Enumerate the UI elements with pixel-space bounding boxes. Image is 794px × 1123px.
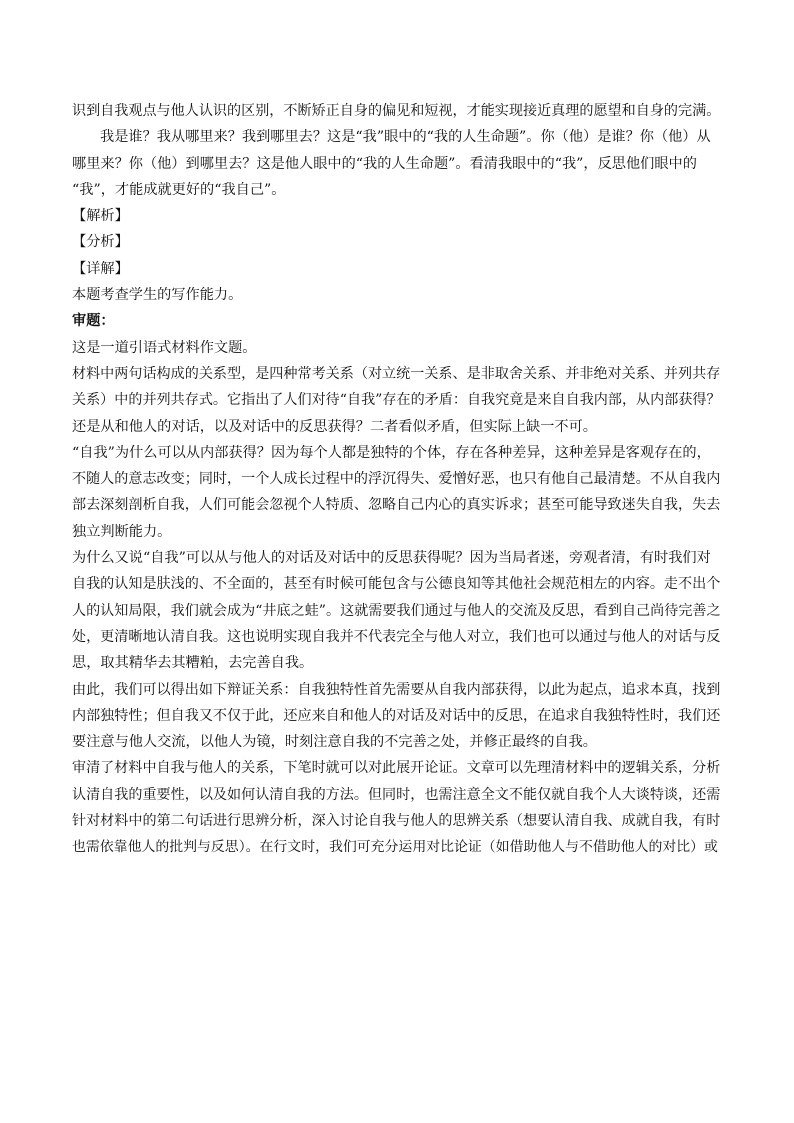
- text-line: 为什么又说“自我”可以从与他人的对话及对话中的反思获得呢？因为当局者迷，旁观者清，有时我们对: [72, 550, 711, 567]
- text-line: 关系）中的并列共存式。它指出了人们对待“自我”存在的矛盾：自我究竟是来自自我内部，从内部获得？: [72, 392, 721, 409]
- text-line: 识到自我观点与他人认识的区别，不断矫正自身的偏见和短视，才能实现接近真理的愿望和自身的完满。: [72, 103, 721, 119]
- text-line: “自我”为什么可以从内部获得？因为每个人都是独特的个体，存在各种差异，这种差异是客观存在的，: [72, 444, 711, 461]
- text-line: 审清了材料中自我与他人的关系，下笔时就可以对此展开论证。文章可以先理清材料中的逻辑关系，分析: [72, 760, 721, 777]
- text-line: 材料中两句话构成的关系型，是四种常考关系（对立统一关系、是非取舍关系、并非绝对关系、并列共存: [72, 365, 721, 382]
- document-body: [72, 98, 722, 861]
- section-label-detail: 【详解】: [72, 260, 129, 277]
- text-line: 思，取其精华去其糟粕，去完善自我。: [72, 655, 314, 672]
- text-line: 处，更清晰地认清自我。这也说明实现自我并不代表完全与他人对立，我们也可以通过与他人的对话与反: [72, 628, 721, 645]
- text-line: 这是一道引语式材料作文题。: [72, 339, 257, 356]
- section-label-breakdown: 【分析】: [72, 234, 129, 251]
- text-line: 本题考查学生的写作能力。: [72, 287, 243, 304]
- text-line: 由此，我们可以得出如下辩证关系：自我独特性首先需要从自我内部获得，以此为起点，追求本真，找到: [72, 681, 721, 698]
- section-heading-review: 审题：: [72, 313, 115, 330]
- text-line: 哪里来？你（他）到哪里去？这是他人眼中的“我的人生命题”。看清我眼中的“我”，反思他们眼中的: [72, 155, 697, 172]
- text-line: 要注意与他人交流，以他人为镜，时刻注意自我的不完善之处，并修正最终的自我。: [72, 734, 597, 751]
- text-line: 还是从和他人的对话，以及对话中的反思获得？二者看似矛盾，但实际上缺一不可。: [72, 418, 597, 435]
- text-line: 部去深刻剖析自我，人们可能会忽视个人特质、忽略自己内心的真实诉求；甚至可能导致迷失自我，失去: [72, 497, 721, 514]
- text-line: 人的认知局限，我们就会成为“井底之蛙”。这就需要我们通过与他人的交流及反思，看到自己尚待完善之: [72, 602, 721, 619]
- section-label-analysis: 【解析】: [72, 208, 129, 225]
- text-line: 独立判断能力。: [72, 523, 172, 540]
- text-line: 也需依靠他人的批判与反思）。在行文时，我们可充分运用对比论证（如借助他人与不借助他人的对比）或: [72, 839, 718, 856]
- text-line: 内部独特性；但自我又不仅于此，还应来自和他人的对话及对话中的反思，在追求自我独特性时，我们还: [72, 707, 721, 724]
- text-line: “我”，才能成就更好的“我自己”。: [72, 181, 286, 198]
- text-line: 我是谁？我从哪里来？我到哪里去？这是“我”眼中的“我的人生命题”。你（他）是谁？你（他）从: [100, 129, 711, 146]
- text-line: 自我的认知是肤浅的、不全面的，甚至有时候可能包含与公德良知等其他社会规范相左的内容。走不出个: [72, 576, 721, 593]
- text-line: 不随人的意志改变；同时，一个人成长过程中的浮沉得失、爱憎好恶，也只有他自己最清楚。不从自我内: [72, 471, 721, 488]
- text-line: 认清自我的重要性，以及如何认清自我的方法。但同时，也需注意全文不能仅就自我个人大谈特谈，还需: [72, 786, 721, 803]
- text-line: 针对材料中的第二句话进行思辨分析，深入讨论自我与他人的思辨关系（想要认清自我、成就自我，有时: [72, 813, 721, 830]
